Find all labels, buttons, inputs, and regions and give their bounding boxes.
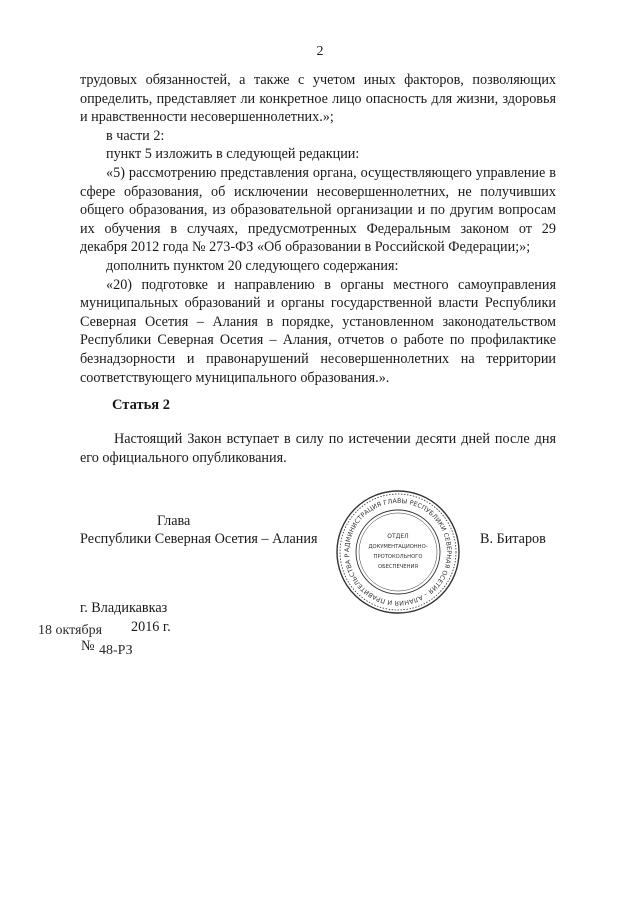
- signatory-position: Глава: [157, 513, 191, 529]
- paragraph-5: дополнить пунктом 20 следующего содержания:: [106, 257, 399, 274]
- seal-stamp-icon: [333, 487, 463, 617]
- number-sign: №: [81, 638, 95, 654]
- official-seal: [333, 487, 463, 617]
- signatory-region: Республики Северная Осетия – Алания: [80, 531, 318, 547]
- article-heading: Статья 2: [112, 397, 170, 413]
- article-text: Настоящий Закон вступает в силу по истечении десяти дней после дня его официального опубликования.: [80, 431, 556, 466]
- article-body: [80, 430, 556, 467]
- seal-center-line-2: ДОКУМЕНТАЦИОННО-: [368, 544, 428, 550]
- seal-ring-text: АДМИНИСТРАЦИЯ ГЛАВЫ РЕСПУБЛИКИ СЕВЕРНАЯ ОСЕТИЯ – АЛАНИЯ И ПРАВИТЕЛЬСТВА Р: [343, 497, 453, 607]
- page-number: 2: [316, 44, 324, 59]
- seal-center-line-1: ОТДЕЛ: [387, 533, 409, 540]
- seal-center-line-3: ПРОТОКОЛЬНОГО: [373, 554, 423, 560]
- signatory-name: В. Битаров: [480, 531, 546, 547]
- seal-center-line-4: ОБЕСПЕЧЕНИЯ: [378, 564, 418, 570]
- paragraph-6: «20) подготовке и направлению в органы местного самоуправления муниципальных образований и органы государственной власти Республики Северная Осетия – Алания в порядке, установленном законодательством Республики Северная Осетия – Алания, отчетов о работе по профилактике безнадзорности и правонарушений несовершеннолетних на территории соответствующего муниципального образования.».: [80, 276, 556, 386]
- paragraph-1: трудовых обязанностей, а также с учетом иных факторов, позволяющих определить, представляет ли конкретное лицо опасность для жизни, здоровья и нравственности несовершеннолетних.»;: [80, 72, 556, 126]
- law-body-text: [80, 71, 556, 387]
- paragraph-3: пункт 5 изложить в следующей редакции:: [106, 146, 360, 163]
- handwritten-law-number: 48-РЗ: [99, 643, 133, 658]
- signing-year: 2016 г.: [131, 619, 171, 635]
- paragraph-4: «5) рассмотрению представления органа, осуществляющего управление в сфере образования, об исключении несовершеннолетних, не получивших общего образования, из образовательной организации и по другим вопросам их обучения в случаях, предусмотренных Федеральным законом от 29 декабря 2012 года № 273-ФЗ «Об образовании в Российской Федерации;»;: [80, 164, 556, 256]
- paragraph-2: в части 2:: [106, 127, 165, 144]
- handwritten-date: 18 октября: [38, 623, 103, 638]
- place-of-signing: г. Владикавказ: [80, 600, 168, 616]
